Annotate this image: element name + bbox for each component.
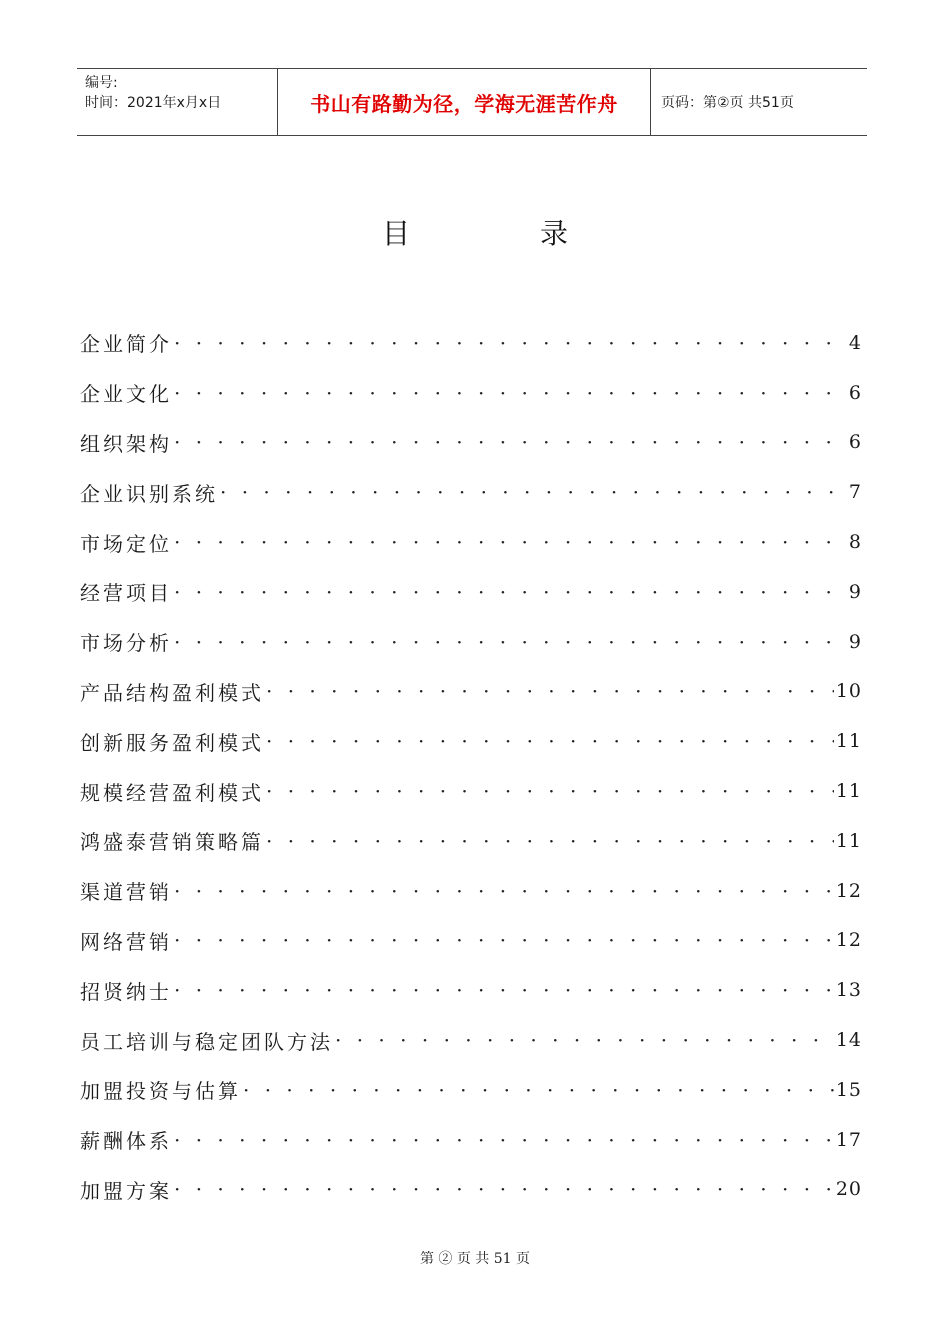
toc-entry-page: 9 xyxy=(848,580,862,603)
toc-entry[interactable] xyxy=(80,1115,862,1165)
toc-leader-dots xyxy=(266,729,834,753)
toc-entry-label: 规模经营盈利模式 xyxy=(80,780,264,805)
toc-entry[interactable] xyxy=(80,766,862,816)
page-footer: 第 ② 页 共 51 页 xyxy=(419,1251,531,1267)
toc-entry-page: 8 xyxy=(848,531,862,554)
toc-leader-dots xyxy=(174,430,847,454)
toc-entry-page: 11 xyxy=(835,829,862,852)
toc-entry[interactable] xyxy=(80,716,862,766)
toc-leader-dots xyxy=(174,928,834,952)
toc-entry[interactable] xyxy=(80,617,862,667)
toc-leader-dots xyxy=(174,879,834,903)
toc-leader-dots xyxy=(266,829,834,853)
page-header xyxy=(77,68,867,136)
toc-entry-page: 6 xyxy=(848,431,862,454)
header-meta xyxy=(77,69,278,135)
toc-entry[interactable] xyxy=(80,467,862,517)
toc-entry-label: 渠道营销 xyxy=(80,880,172,905)
toc-entry-label: 企业文化 xyxy=(80,382,172,407)
document-number-label: 编号: xyxy=(85,75,118,91)
toc-entry-page: 12 xyxy=(835,929,862,952)
toc-entry[interactable] xyxy=(80,368,862,418)
toc-entry[interactable] xyxy=(80,1015,862,1065)
toc-entry-label: 加盟方案 xyxy=(80,1178,172,1203)
toc-entry-label: 薪酬体系 xyxy=(80,1129,172,1154)
toc-leader-dots xyxy=(220,480,847,504)
toc-leader-dots xyxy=(335,1028,834,1052)
toc-entry-label: 网络营销 xyxy=(80,929,172,954)
toc-entry-label: 员工培训与稳定团队方法 xyxy=(80,1029,333,1054)
toc-entry[interactable] xyxy=(80,1065,862,1115)
toc-entry-label: 组织架构 xyxy=(80,431,172,456)
toc-leader-dots xyxy=(174,381,847,405)
title-char-1: 目 xyxy=(381,217,410,250)
toc-leader-dots xyxy=(243,1078,834,1102)
toc-entry-page: 7 xyxy=(848,481,862,504)
header-motto: 书山有路勤为径，学海无涯苦作舟 xyxy=(278,69,651,135)
toc-entry[interactable] xyxy=(80,567,862,617)
toc-entry[interactable] xyxy=(80,418,862,468)
toc-leader-dots xyxy=(174,630,847,654)
toc-entry-page: 14 xyxy=(835,1029,862,1052)
toc-entry[interactable] xyxy=(80,866,862,916)
toc-entry[interactable] xyxy=(80,916,862,966)
toc-leader-dots xyxy=(174,1177,834,1201)
toc-entry-label: 产品结构盈利模式 xyxy=(80,680,264,705)
toc-entry-label: 市场分析 xyxy=(80,631,172,656)
toc-entry-label: 招贤纳士 xyxy=(80,979,172,1004)
toc-entry-page: 17 xyxy=(835,1128,862,1151)
toc-entry-page: 11 xyxy=(835,730,862,753)
toc-leader-dots xyxy=(174,580,847,604)
toc-entry[interactable] xyxy=(80,318,862,368)
document-date: 时间：2021年x月x日 xyxy=(85,95,222,111)
toc-leader-dots xyxy=(174,978,834,1002)
toc-entry[interactable] xyxy=(80,1165,862,1215)
toc-entry-page: 13 xyxy=(835,979,862,1002)
toc-entry-label: 经营项目 xyxy=(80,581,172,606)
table-of-contents xyxy=(80,318,862,1214)
toc-entry-label: 加盟投资与估算 xyxy=(80,1079,241,1104)
toc-entry-label: 鸿盛泰营销策略篇 xyxy=(80,830,264,855)
toc-entry[interactable] xyxy=(80,816,862,866)
toc-entry[interactable] xyxy=(80,517,862,567)
toc-leader-dots xyxy=(266,679,834,703)
toc-entry-label: 创新服务盈利模式 xyxy=(80,730,264,755)
toc-leader-dots xyxy=(174,331,847,355)
toc-leader-dots xyxy=(174,1128,834,1152)
toc-leader-dots xyxy=(174,530,847,554)
toc-leader-dots xyxy=(266,779,834,803)
toc-entry-page: 6 xyxy=(848,381,862,404)
toc-entry[interactable] xyxy=(80,667,862,717)
header-page-info: 页码：第②页 共51页 xyxy=(661,95,794,111)
toc-entry-label: 市场定位 xyxy=(80,531,172,556)
toc-entry-page: 4 xyxy=(848,331,862,354)
toc-entry-label: 企业识别系统 xyxy=(80,481,218,506)
page-title xyxy=(0,212,950,252)
toc-entry-page: 9 xyxy=(848,630,862,653)
toc-entry[interactable] xyxy=(80,965,862,1015)
toc-entry-page: 11 xyxy=(835,780,862,803)
toc-entry-page: 15 xyxy=(835,1078,862,1101)
toc-entry-page: 20 xyxy=(835,1178,862,1201)
title-char-2: 录 xyxy=(540,217,569,250)
toc-entry-label: 企业简介 xyxy=(80,332,172,357)
toc-entry-page: 12 xyxy=(835,879,862,902)
toc-entry-page: 10 xyxy=(835,680,862,703)
